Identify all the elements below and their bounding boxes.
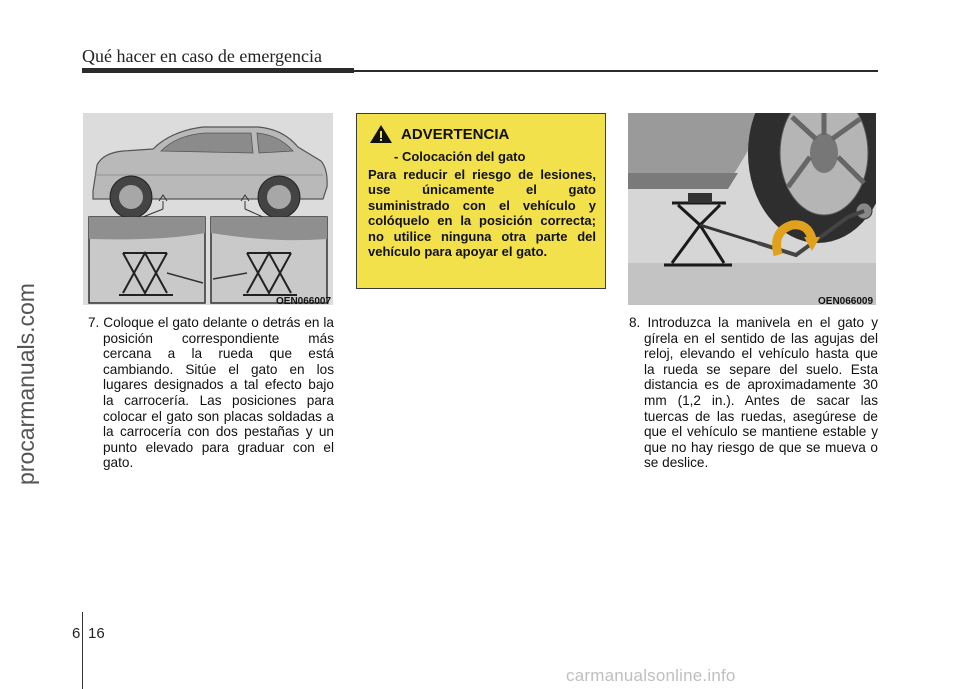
figure-code-left: OEN066007	[276, 296, 332, 307]
warning-triangle-icon	[369, 124, 393, 144]
step-7-text: Coloque el gato delante o detrás en la posición correspondiente más cercana a la rueda que está cambiando. Sitúe el gato en los lugares designados a tal efecto bajo la carrocería. Las posiciones para colocar el gato son placas soldadas a la carrocería con dos pestañas y un punto elevado para graduar con el gato.	[103, 315, 334, 471]
step-8-number: 8.	[629, 315, 641, 330]
step-7-number: 7.	[88, 315, 100, 330]
bottom-watermark: carmanualsonline.info	[566, 666, 736, 685]
step-7	[88, 315, 334, 471]
figure-jack-positions	[83, 113, 333, 305]
page-number: 16	[88, 625, 105, 642]
warning-subtitle: - Colocación del gato	[394, 149, 526, 164]
title-rule-line	[354, 70, 878, 72]
title-rule	[82, 68, 354, 73]
figure-jack-handle	[628, 113, 876, 305]
warning-header	[369, 124, 509, 144]
jack-handle-illustration	[628, 113, 876, 305]
side-watermark	[4, 240, 44, 490]
step-8	[629, 315, 878, 471]
step-8-text: Introduzca la manivela en el gato y gírela en el sentido de las agujas del reloj, elevando el vehículo hasta que la rueda se separe del suelo. Esta distancia es de aproximadamente 30 mm (1,2 in.). Antes de sacar las tuercas de las ruedas, asegúrese de que el vehículo se mantiene estable y que no hay riesgo de que se mueva o se deslice.	[644, 315, 879, 471]
section-title: Qué hacer en caso de emergencia	[82, 46, 323, 66]
figure-code-right: OEN066009	[818, 296, 874, 307]
warning-body: Para reducir el riesgo de lesiones, use únicamente el gato suministrado con el vehículo y colóquelo en la posición correcta; no utilice ninguna otra parte del vehículo para apoyar el gato.	[368, 167, 596, 260]
car-jack-illustration	[83, 113, 333, 305]
chapter-number: 6	[72, 625, 81, 642]
footer-divider	[82, 612, 83, 689]
warning-box	[356, 113, 606, 289]
warning-title: ADVERTENCIA	[401, 125, 510, 143]
side-watermark-text: procarmanuals.com	[13, 283, 39, 485]
